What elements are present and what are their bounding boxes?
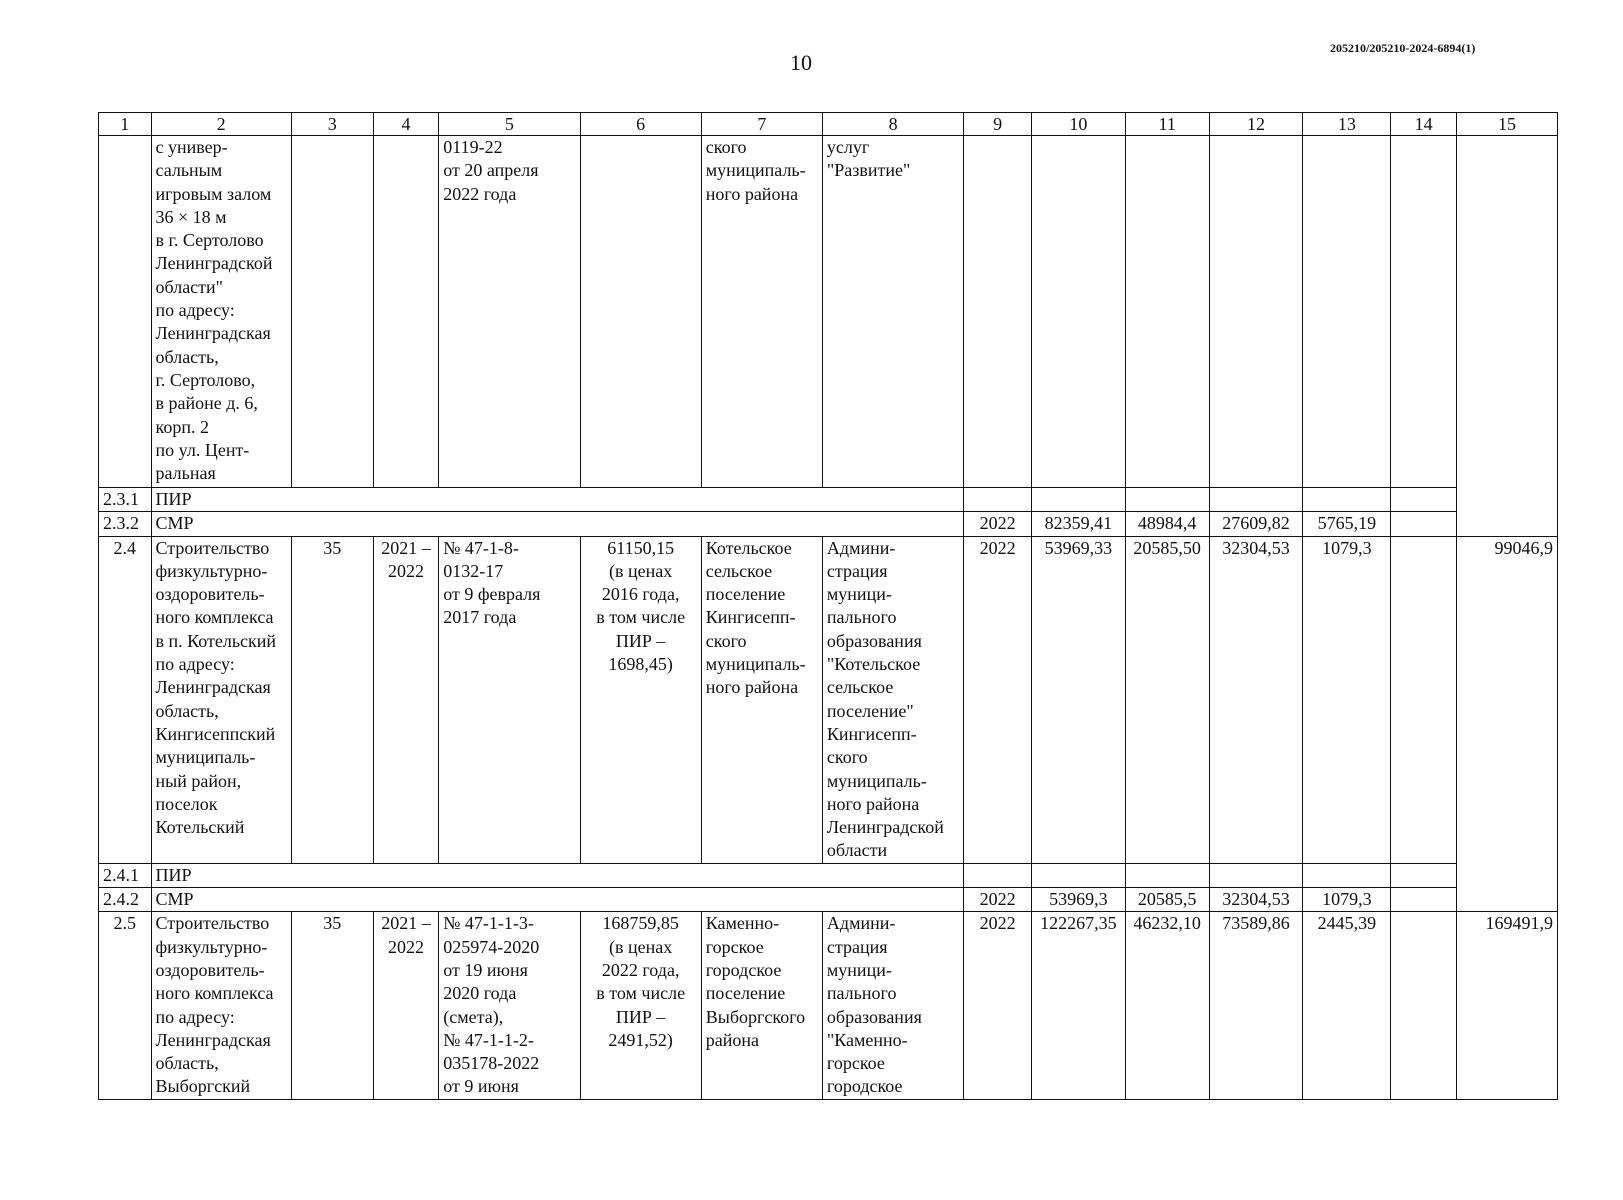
table-row	[99, 488, 1558, 512]
cell	[1209, 863, 1303, 887]
municipality-cell: Каменно- горское городское поселение Выборгского района	[701, 912, 822, 1100]
object-name-cell: Строительство физкультурно- оздоровитель- ного комплекса в п. Котельский по адресу: Ленинградская область, Кингисеппский муниципаль- ный район, поселок Котельский	[151, 536, 291, 863]
year-cell: 2022	[964, 888, 1032, 912]
column-number-row	[99, 113, 1558, 136]
value-cell: 53969,3	[1031, 888, 1125, 912]
table-row	[99, 888, 1558, 912]
cell	[1391, 863, 1457, 887]
period-cell: 2021 – 2022	[373, 912, 439, 1100]
cell	[1303, 136, 1391, 488]
column-number: 5	[439, 113, 580, 136]
customer-cell: Админи- страция муници- пального образования "Котельское сельское поселение" Кингисепп- ского муниципаль- ного района Ленинградской области	[822, 536, 963, 863]
year-cell: 2022	[964, 536, 1032, 863]
column-number: 15	[1456, 113, 1557, 136]
cost-cell: 61150,15 (в ценах 2016 года, в том числе ПИР – 1698,45)	[580, 536, 701, 863]
period-cell: 2021 – 2022	[373, 536, 439, 863]
column-number: 2	[151, 113, 291, 136]
municipality-cell: Котельское сельское поселение Кингисепп- ского муниципаль- ного района	[701, 536, 822, 863]
value-cell: 73589,86	[1209, 912, 1303, 1100]
expertise-cell: 0119-22 от 20 апреля 2022 года	[439, 136, 580, 488]
customer-cell: Админи- страция муници- пального образования "Каменно- горское городское	[822, 912, 963, 1100]
column-number: 7	[701, 113, 822, 136]
column-number: 6	[580, 113, 701, 136]
cost-cell: 168759,85 (в ценах 2022 года, в том числе ПИР – 2491,52)	[580, 912, 701, 1100]
cell	[291, 136, 373, 488]
row-number: 2.4.1	[99, 863, 152, 887]
column-number: 14	[1391, 113, 1457, 136]
value-cell: 5765,19	[1303, 512, 1391, 536]
cell	[1125, 136, 1209, 488]
page-number: 10	[790, 50, 812, 75]
object-name-cell: Строительство физкультурно- оздоровитель- ного комплекса по адресу: Ленинградская область, Выборгский	[151, 912, 291, 1100]
capacity-cell: 35	[291, 912, 373, 1100]
row-number: 2.3.1	[99, 488, 152, 512]
year-cell: 2022	[964, 912, 1032, 1100]
cell	[1125, 488, 1209, 512]
table-row	[99, 512, 1558, 536]
cell	[580, 136, 701, 488]
row-number: 2.3.2	[99, 512, 152, 536]
cell	[1391, 512, 1457, 536]
row-number: 2.4.2	[99, 888, 152, 912]
cell	[373, 136, 439, 488]
value-cell: 122267,35	[1031, 912, 1125, 1100]
cell	[99, 136, 152, 488]
value-cell: 2445,39	[1303, 912, 1391, 1100]
table-row	[99, 912, 1558, 1100]
table-row	[99, 536, 1558, 863]
cell	[1031, 136, 1125, 488]
cell	[1125, 863, 1209, 887]
table-row	[99, 136, 1558, 488]
column-number: 8	[822, 113, 963, 136]
total-cell: 99046,9	[1456, 536, 1557, 912]
cell	[1391, 888, 1457, 912]
cell	[964, 488, 1032, 512]
value-cell: 20585,50	[1125, 536, 1209, 863]
row-number: 2.5	[99, 912, 152, 1100]
year-cell: 2022	[964, 512, 1032, 536]
cell	[964, 863, 1032, 887]
expertise-cell: № 47-1-8- 0132-17 от 9 февраля 2017 года	[439, 536, 580, 863]
value-cell: 27609,82	[1209, 512, 1303, 536]
cell	[1456, 136, 1557, 537]
value-cell: 1079,3	[1303, 888, 1391, 912]
customer-cell: услуг "Развитие"	[822, 136, 963, 488]
cell	[1209, 136, 1303, 488]
municipality-cell: ского муниципаль- ного района	[701, 136, 822, 488]
cell	[1303, 488, 1391, 512]
column-number: 11	[1125, 113, 1209, 136]
value-cell: 32304,53	[1209, 888, 1303, 912]
cell	[1031, 488, 1125, 512]
cell	[964, 136, 1032, 488]
cell	[1391, 136, 1457, 488]
value-cell: 20585,5	[1125, 888, 1209, 912]
column-number: 9	[964, 113, 1032, 136]
object-name-cell: с универ- сальным игровым залом 36 × 18 м в г. Сертолово Ленинградской области" по адресу: Ленинградская область, г. Сертолово, в районе д. 6, корп. 2 по ул. Цент- ральная	[151, 136, 291, 488]
capacity-cell: 35	[291, 536, 373, 863]
value-cell	[1391, 536, 1457, 863]
column-number: 10	[1031, 113, 1125, 136]
stage-label: СМР	[151, 512, 964, 536]
value-cell: 46232,10	[1125, 912, 1209, 1100]
stage-label: ПИР	[151, 488, 964, 512]
value-cell: 48984,4	[1125, 512, 1209, 536]
value-cell: 82359,41	[1031, 512, 1125, 536]
document-code: 205210/205210-2024-6894(1)	[1330, 41, 1476, 55]
value-cell: 1079,3	[1303, 536, 1391, 863]
column-number: 13	[1303, 113, 1391, 136]
column-number: 3	[291, 113, 373, 136]
value-cell	[1391, 912, 1457, 1100]
value-cell: 53969,33	[1031, 536, 1125, 863]
cell	[1031, 863, 1125, 887]
column-number: 1	[99, 113, 152, 136]
expertise-cell: № 47-1-1-3- 025974-2020 от 19 июня 2020 года (смета), № 47-1-1-2- 035178-2022 от 9 июня	[439, 912, 580, 1100]
stage-label: ПИР	[151, 863, 964, 887]
column-number: 12	[1209, 113, 1303, 136]
program-table	[98, 112, 1558, 1100]
cell	[1391, 488, 1457, 512]
row-number: 2.4	[99, 536, 152, 863]
total-cell: 169491,9	[1456, 912, 1557, 1100]
value-cell: 32304,53	[1209, 536, 1303, 863]
cell	[1303, 863, 1391, 887]
cell	[1209, 488, 1303, 512]
stage-label: СМР	[151, 888, 964, 912]
column-number: 4	[373, 113, 439, 136]
table-row	[99, 863, 1558, 887]
